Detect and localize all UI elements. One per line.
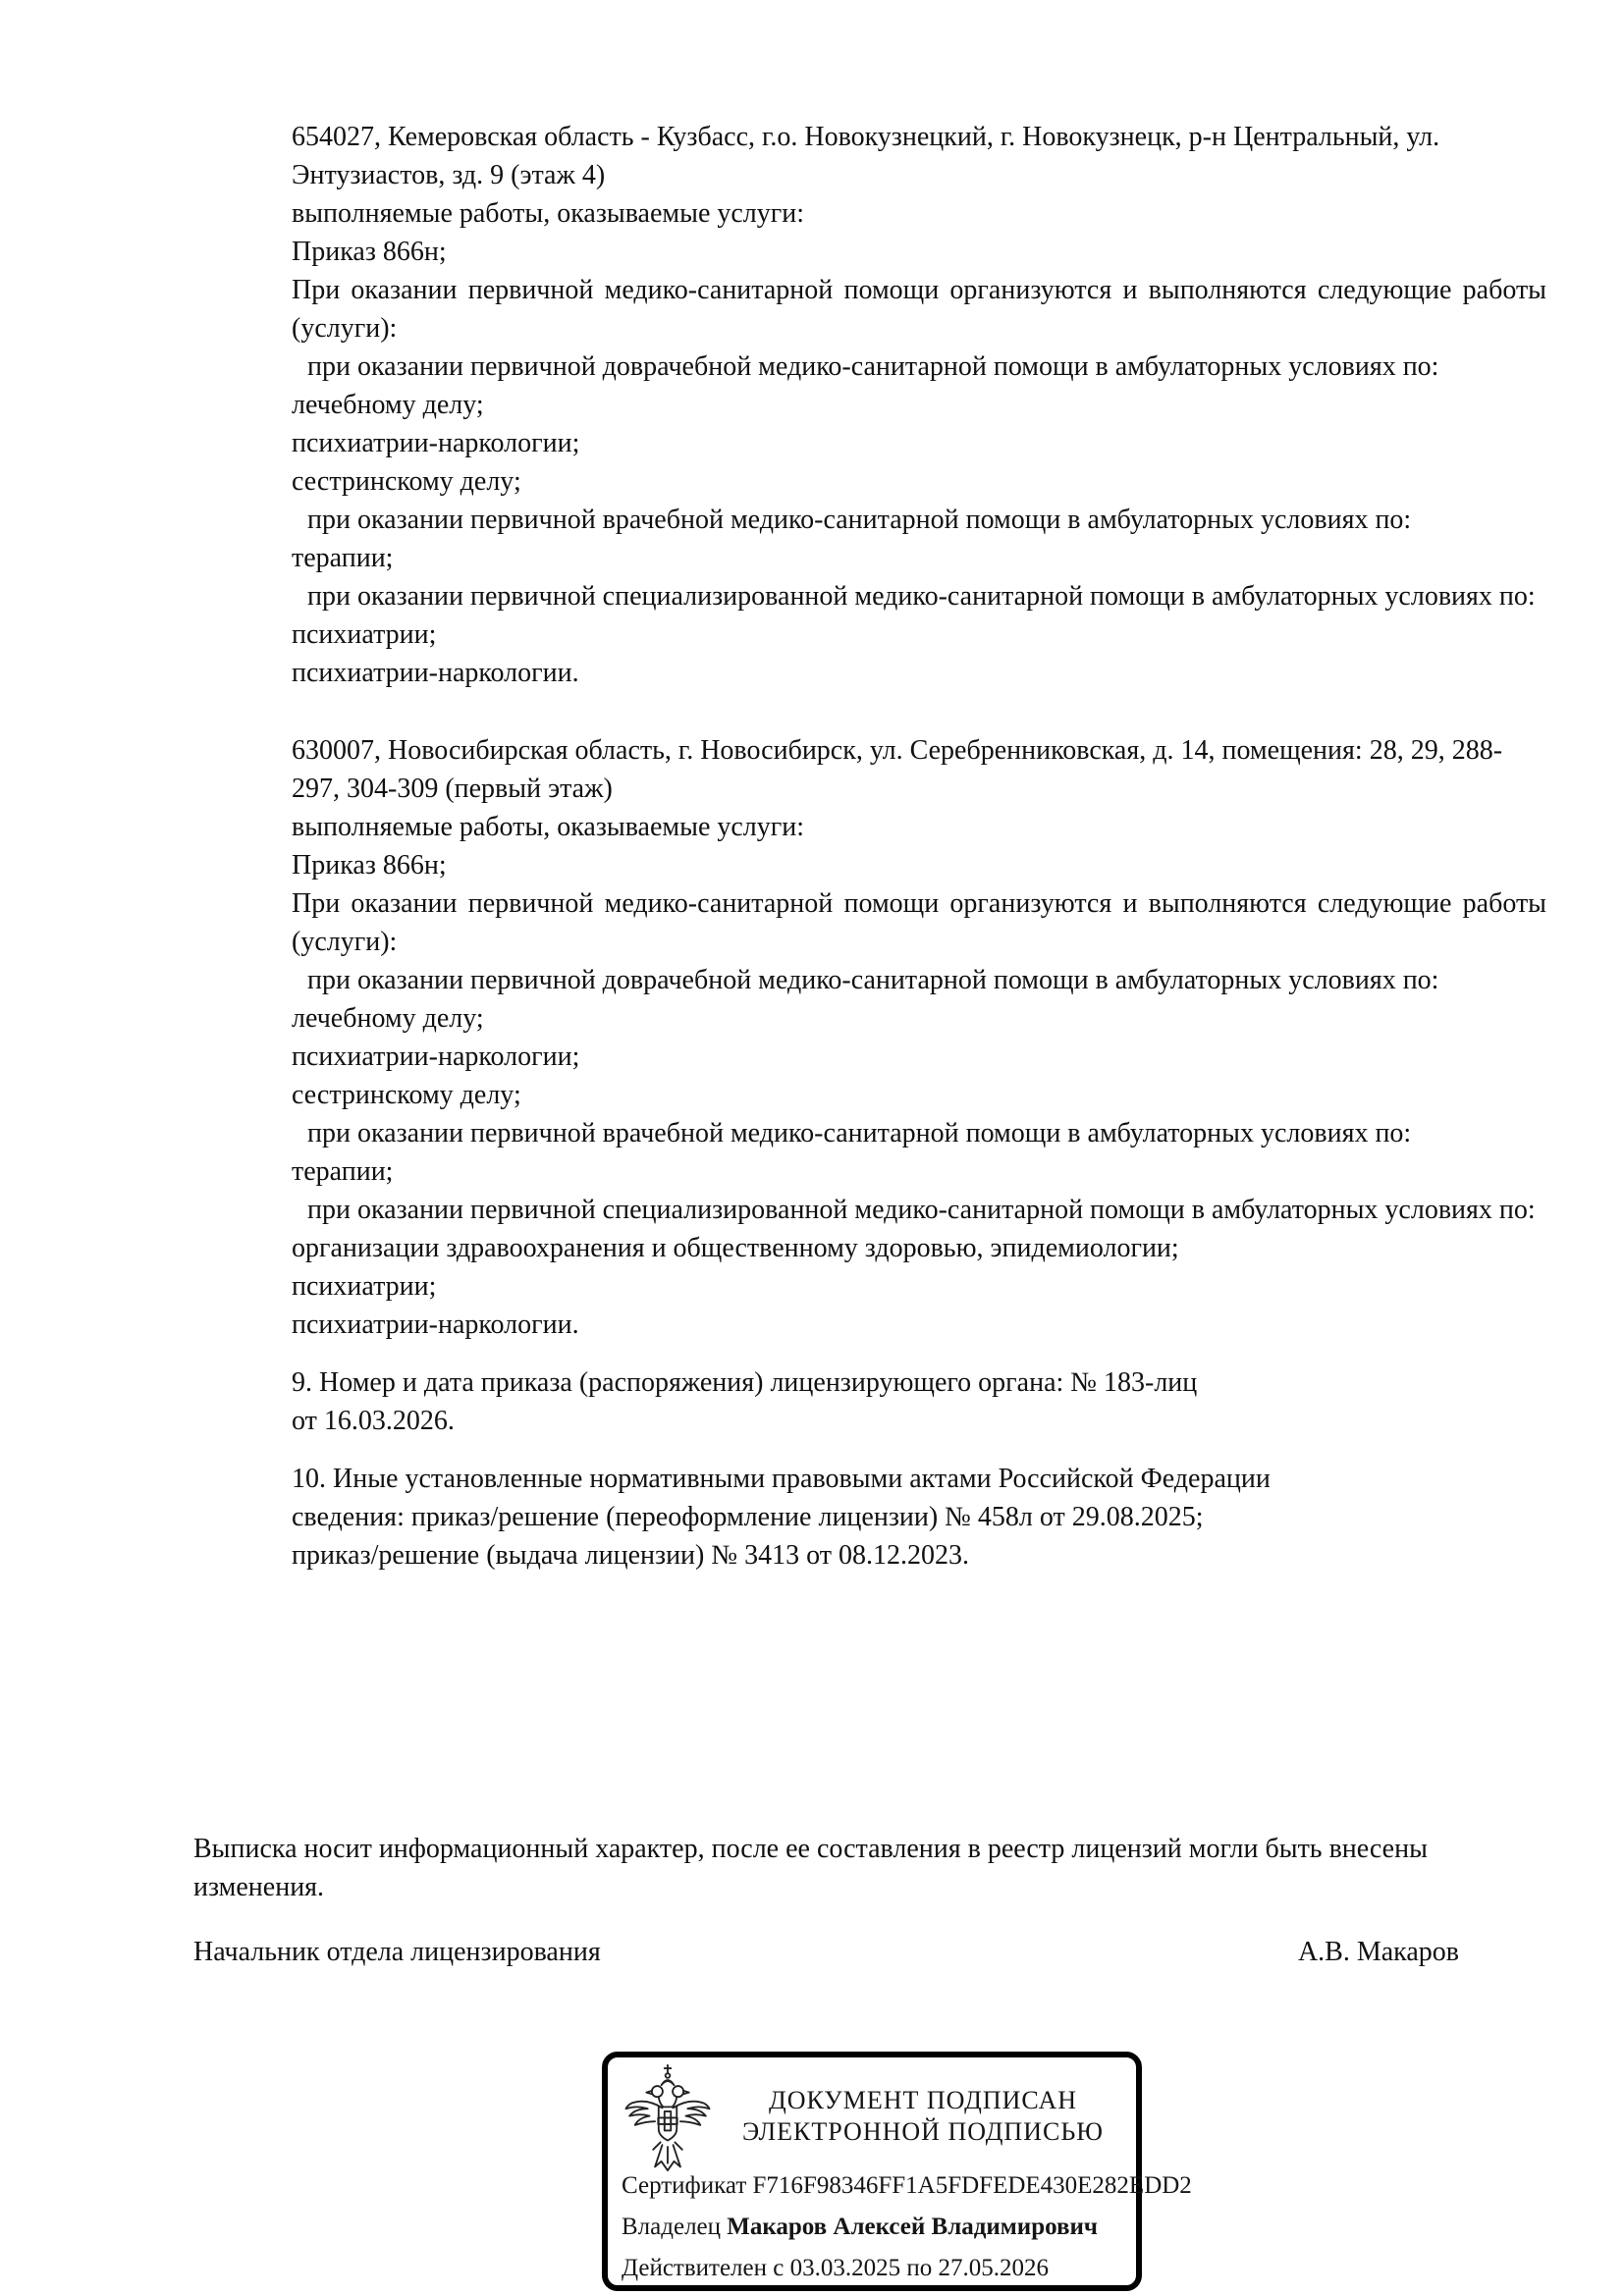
signature-row bbox=[193, 1933, 1546, 1971]
works-label: выполняемые работы, оказываемые услуги: bbox=[292, 812, 805, 842]
signatory-name: А.В. Макаров bbox=[1297, 1937, 1459, 1967]
service-group-heading: при оказании первичной специализированной медико-санитарной помощи в амбулаторных условиях по: bbox=[307, 581, 1536, 612]
signatory-title: Начальник отдела лицензирования bbox=[193, 1937, 601, 1967]
service-item: сестринскому делу; bbox=[292, 466, 521, 497]
stamp-title-line2: ЭЛЕКТРОННОЙ ПОДПИСЬЮ bbox=[742, 2117, 1104, 2146]
certificate-label: Сертификат bbox=[622, 2172, 747, 2199]
item-10-line: 10. Иные установленные нормативными правовыми актами Российской Федерации bbox=[292, 1464, 1271, 1494]
item-10-line: приказ/решение (выдача лицензии) № 3413 от 08.12.2023. bbox=[292, 1540, 969, 1571]
service-item: терапии; bbox=[292, 543, 394, 573]
license-body bbox=[292, 118, 1546, 1575]
service-group-heading: при оказании первичной специализированной медико-санитарной помощи в амбулаторных условиях по: bbox=[307, 1195, 1536, 1225]
electronic-signature-stamp bbox=[602, 2052, 1192, 2291]
service-item: психиатрии; bbox=[292, 619, 437, 650]
service-group-heading: при оказании первичной врачебной медико-санитарной помощи в амбулаторных условиях по: bbox=[307, 505, 1412, 535]
service-group-heading: при оказании первичной доврачебной медико-санитарной помощи в амбулаторных условиях по: bbox=[307, 351, 1439, 382]
certificate-value: F716F98346FF1A5FDFEDE430E282EDD2 bbox=[752, 2172, 1192, 2199]
service-item: психиатрии; bbox=[292, 1271, 437, 1302]
service-item: лечебному делу; bbox=[292, 1003, 484, 1034]
owner-name: Макаров Алексей Владимирович bbox=[727, 2214, 1098, 2240]
order-reference: Приказ 866н; bbox=[292, 237, 447, 267]
service-group-heading: при оказании первичной доврачебной медико-санитарной помощи в амбулаторных условиях по: bbox=[307, 965, 1439, 995]
services-intro: При оказании первичной медико-санитарной помощи организуются и выполняются следующие работы (услуги): bbox=[292, 888, 1546, 957]
order-reference: Приказ 866н; bbox=[292, 850, 447, 881]
stamp-title-line1: ДОКУМЕНТ ПОДПИСАН bbox=[768, 2086, 1078, 2114]
stamp-details bbox=[622, 2165, 1192, 2289]
service-item: лечебному делу; bbox=[292, 390, 484, 420]
owner-label: Владелец bbox=[622, 2214, 722, 2240]
certificate-line bbox=[622, 2165, 1192, 2207]
site-address: 630007, Новосибирская область, г. Новосибирск, ул. Серебренниковская, д. 14, помещения: 28, 29, 288-297, 304-309 (первый этаж) bbox=[292, 735, 1503, 804]
owner-line bbox=[622, 2207, 1128, 2248]
site-address: 654027, Кемеровская область - Кузбасс, г.о. Новокузнецкий, г. Новокузнецк, р-н Центральный, ул. Энтузиастов, зд. 9 (этаж 4) bbox=[292, 122, 1440, 190]
service-item: терапии; bbox=[292, 1156, 394, 1187]
services-intro: При оказании первичной медико-санитарной помощи организуются и выполняются следующие работы (услуги): bbox=[292, 275, 1546, 344]
licensed-site-block bbox=[292, 118, 1546, 692]
validity-line: Действителен с 03.03.2025 по 27.05.2026 bbox=[622, 2255, 1049, 2281]
stamp-title bbox=[718, 2085, 1128, 2148]
item-10-other-information bbox=[292, 1460, 1546, 1575]
informational-disclaimer: Выписка носит информационный характер, после ее составления в реестр лицензий могли быть внесены изменения. bbox=[193, 1834, 1428, 1902]
item-9-licensing-order bbox=[292, 1363, 1546, 1440]
service-item: сестринскому делу; bbox=[292, 1080, 521, 1110]
service-item: психиатрии-наркологии; bbox=[292, 428, 580, 458]
works-label: выполняемые работы, оказываемые услуги: bbox=[292, 198, 805, 229]
service-item: организации здравоохранения и общественному здоровью, эпидемиологии; bbox=[292, 1233, 1179, 1263]
service-item: психиатрии-наркологии. bbox=[292, 658, 579, 688]
item-10-line: сведения: приказ/решение (переоформление лицензии) № 458л от 29.08.2025; bbox=[292, 1502, 1204, 1532]
item-9-line: 9. Номер и дата приказа (распоряжения) лицензирующего органа: № 183-лиц bbox=[292, 1367, 1198, 1398]
service-group-heading: при оказании первичной врачебной медико-санитарной помощи в амбулаторных условиях по: bbox=[307, 1118, 1412, 1148]
licensed-site-block bbox=[292, 731, 1546, 1344]
item-9-line: от 16.03.2026. bbox=[292, 1406, 455, 1436]
service-item: психиатрии-наркологии; bbox=[292, 1041, 580, 1072]
service-item: психиатрии-наркологии. bbox=[292, 1309, 579, 1340]
